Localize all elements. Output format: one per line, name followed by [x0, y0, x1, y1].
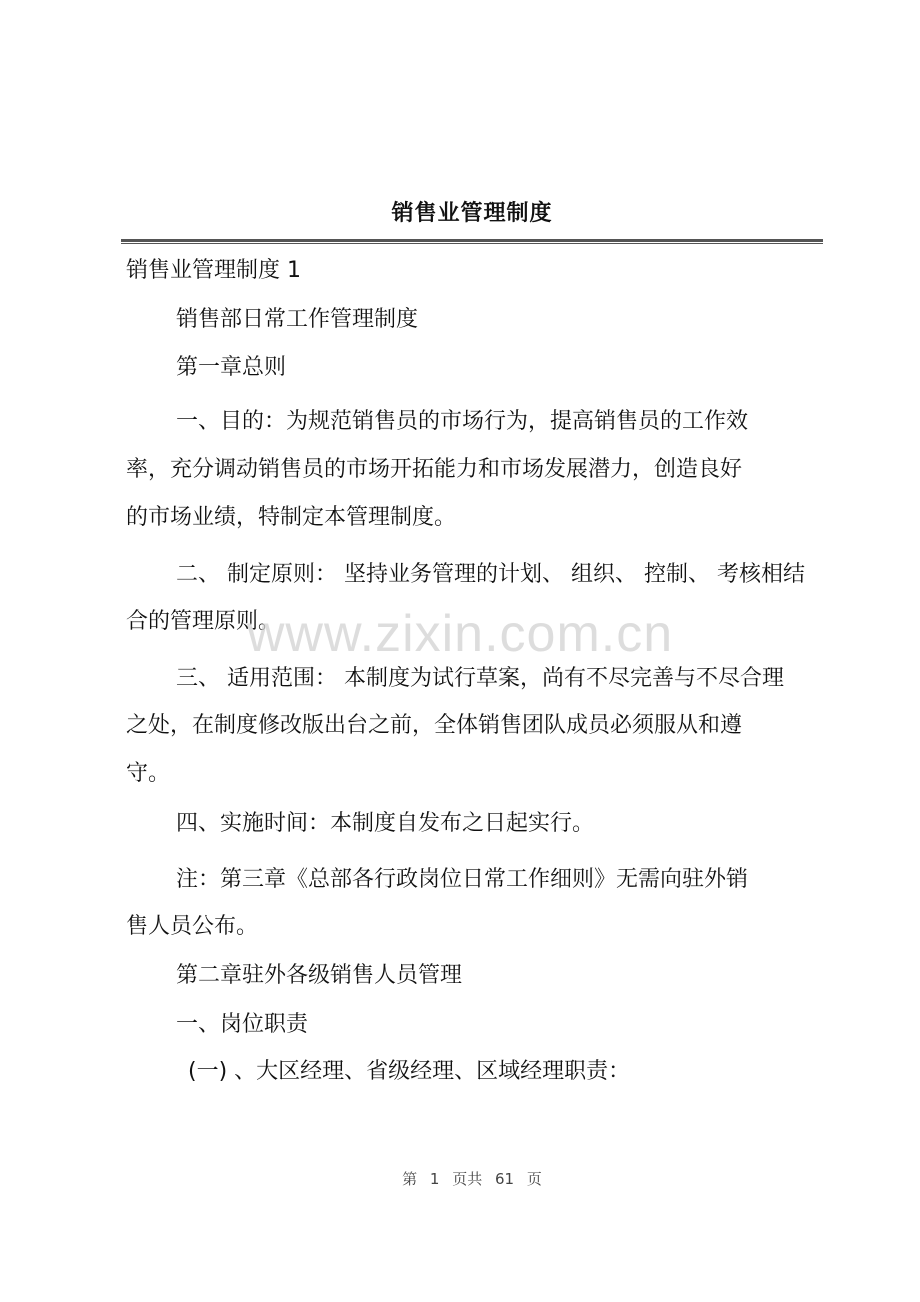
purpose-line-1: 一、目的：为规范销售员的市场行为，提高销售员的工作效	[176, 409, 749, 434]
subheading: 销售部日常工作管理制度	[176, 307, 419, 332]
watermark-text: www.zixin.com.cn	[246, 605, 674, 663]
purpose-line-3: 的市场业绩，特制定本管理制度。	[126, 505, 457, 530]
principle-line-1: 二、 制定原则： 坚持业务管理的计划、 组织、 控制、 考核相结	[176, 562, 805, 587]
section-heading: 销售业管理制度 1	[126, 258, 301, 283]
note-line-1: 注：第三章《总部各行政岗位日常工作细则》无需向驻外销	[176, 867, 749, 892]
section-one-title: 一、岗位职责	[176, 1012, 309, 1037]
document-title: 销售业管理制度	[391, 201, 553, 226]
implementation-time: 四、实施时间：本制度自发布之日起实行。	[176, 811, 595, 836]
title-double-rule	[121, 239, 823, 244]
chapter-one-title: 第一章总则	[176, 355, 287, 380]
chapter-two-title: 第二章驻外各级销售人员管理	[176, 963, 463, 988]
scope-line-2: 之处，在制度修改版出台之前，全体销售团队成员必须服从和遵	[126, 713, 743, 738]
scope-line-3: 守。	[126, 761, 171, 786]
principle-line-2: 合的管理原则。	[126, 609, 281, 634]
purpose-line-2: 率，充分调动销售员的市场开拓能力和市场发展潜力，创造良好	[126, 457, 743, 482]
scope-line-1: 三、 适用范围： 本制度为试行草案，尚有不尽完善与不尽合理	[176, 666, 784, 691]
note-line-2: 售人员公布。	[126, 914, 259, 939]
item-one-title: (一) 、大区经理、省级经理、区域经理职责：	[188, 1059, 631, 1084]
page-footer: 第 1 页共 61 页	[402, 1170, 542, 1188]
